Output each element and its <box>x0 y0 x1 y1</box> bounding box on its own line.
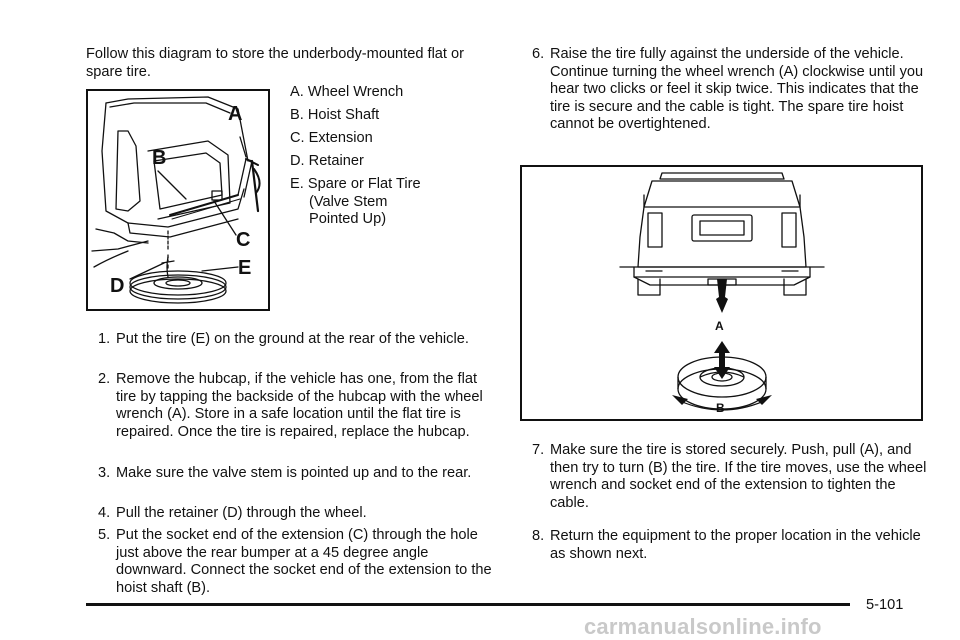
footer-rule <box>86 603 850 606</box>
legend-item-b: B. Hoist Shaft <box>290 107 380 123</box>
step-8: 8. Return the equipment to the proper location in the vehicle as shown next. <box>532 528 921 562</box>
tire-security-check-diagram <box>520 165 923 421</box>
step-5: 5. Put the socket end of the extension (C) through the hole just above the rear bumper at a 45 degree angle downward. Connect the socket end of the extension to the hoist shaft (B). <box>98 527 492 596</box>
intro-text: Follow this diagram to store the underbody-mounted flat or spare tire. <box>86 46 465 80</box>
callout-b: B <box>152 147 167 169</box>
callout-d: D <box>110 275 125 297</box>
legend-item-a: A. Wheel Wrench <box>290 84 404 100</box>
watermark: carmanualsonline.info <box>584 614 822 639</box>
step-3: 3. Make sure the valve stem is pointed up and to the rear. <box>98 465 472 481</box>
figure-legend <box>290 84 500 234</box>
step-1: 1. Put the tire (E) on the ground at the rear of the vehicle. <box>98 331 469 347</box>
callout-b-fig2: B <box>716 401 725 415</box>
page-number: 5-101 <box>866 597 904 613</box>
callout-a: A <box>228 103 243 125</box>
callout-a-fig2: A <box>715 319 724 333</box>
step-2: 2. Remove the hubcap, if the vehicle has one, from the flat tire by tapping the backside of the hubcap with the wheel wrench (A). Store in a safe location until the flat tire is repaired. Once the tire is repaired, replace the hubcap. <box>98 371 483 440</box>
legend-item-c: C. Extension <box>290 130 373 146</box>
step-7: 7. Make sure the tire is stored securely. Push, pull (A), and then try to turn (B) the tire. If the tire moves, use the wheel wrench and socket end of the extension to tighten the cable. <box>532 442 927 511</box>
step-4: 4. Pull the retainer (D) through the wheel. <box>98 505 367 521</box>
vehicle-rear-tire-illustration <box>522 167 921 419</box>
step-6: 6. Raise the tire fully against the underside of the vehicle. Continue turning the wheel wrench (A) clockwise until you hear two clicks or feel it skip twice. This indicates that the tire is secure and the cable is tight. The spare tire hoist cannot be overtightened. <box>532 46 924 132</box>
callout-e: E <box>238 257 252 279</box>
legend-item-e: E. Spare or Flat Tire (Valve Stem Pointed Up) <box>290 176 421 227</box>
spare-tire-storage-diagram <box>86 89 270 311</box>
legend-item-d: D. Retainer <box>290 153 364 169</box>
callout-c: C <box>236 229 251 251</box>
